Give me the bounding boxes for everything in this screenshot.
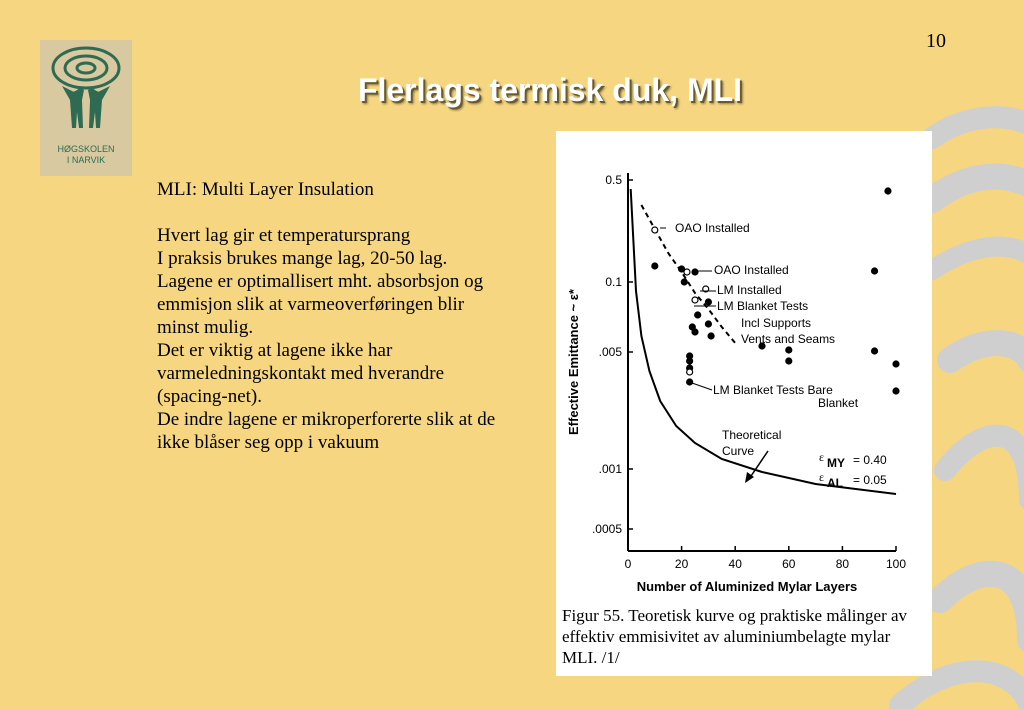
paragraph: Lagene er optimallisert mht. absorbsjon og emmisjon slik at varmeoverføringen blir minst mulig. (157, 271, 484, 338)
body-text (157, 178, 497, 454)
y-tick-label: .0005 (591, 522, 622, 536)
y-tick-label: .001 (598, 462, 622, 476)
annotation-label: OAO Installed (675, 221, 750, 235)
emissivity-symbol: ε (819, 450, 825, 464)
data-point (872, 268, 878, 274)
annotation-leader (692, 383, 712, 390)
annotation-label: Theoretical (722, 428, 782, 442)
annotation-label: Blanket (818, 396, 859, 410)
paragraph: Det er viktig at lagene ikke har varmeledningskontakt med hverandre (spacing-net). (157, 340, 445, 407)
x-tick-label: 80 (835, 557, 850, 571)
logo-text-line2: I NARVIK (66, 155, 106, 165)
data-point (681, 279, 687, 285)
emissivity-value: = 0.40 (853, 453, 887, 467)
emissivity-symbol: ε (819, 470, 825, 484)
x-axis-label: Number of Aluminized Mylar Layers (636, 579, 858, 594)
paragraph: MLI: Multi Layer Insulation (157, 179, 374, 200)
emittance-chart (556, 131, 932, 601)
data-point (684, 269, 690, 275)
data-point (872, 348, 878, 354)
annotation-label: LM Installed (717, 283, 782, 297)
data-point (692, 269, 698, 275)
data-point (893, 361, 899, 367)
data-point (687, 369, 693, 375)
x-tick-label: 40 (728, 557, 742, 571)
paragraph: Hvert lag gir et temperatursprang (157, 225, 411, 246)
paragraph-gap (157, 201, 497, 224)
x-tick-label: 100 (885, 557, 907, 571)
paragraph: De indre lagene er mikroperforerte slik at de ikke blåser seg opp i vakuum (157, 409, 496, 453)
y-tick-label: .005 (598, 345, 622, 359)
data-point (705, 321, 711, 327)
data-point (708, 333, 714, 339)
data-point (687, 358, 693, 364)
y-axis-label: Effective Emittance ~ ε* (566, 289, 581, 435)
data-point (705, 299, 711, 305)
emissivity-value: = 0.05 (853, 473, 887, 487)
x-tick-label: 0 (624, 557, 632, 571)
y-tick-label: 0.1 (605, 275, 622, 289)
x-tick-label: 20 (674, 557, 689, 571)
figure-panel (556, 131, 932, 676)
annotation-label: Vents and Seams (741, 332, 836, 346)
figure-caption: Figur 55. Teoretisk kurve og praktiske målinger av effektiv emmisivitet av aluminiumbelagte mylar MLI. /1/ (562, 606, 908, 667)
data-point (692, 329, 698, 335)
emissivity-subscript: AL (827, 476, 843, 490)
annotation-label: Curve (722, 444, 755, 458)
annotation-label: LM Blanket Tests (717, 299, 809, 313)
page-number: 10 (926, 30, 946, 52)
data-point (692, 297, 698, 303)
logo-text-line1: HØGSKOLEN (57, 144, 115, 154)
logo-emblem-icon (40, 40, 132, 140)
data-point (695, 312, 701, 318)
data-point (893, 388, 899, 394)
data-point (652, 263, 658, 269)
annotation-label: Incl Supports (741, 316, 812, 330)
annotation-label: OAO Installed (714, 263, 789, 277)
emissivity-subscript: MY (827, 456, 845, 470)
data-point (786, 358, 792, 364)
data-point (885, 188, 891, 194)
data-point (687, 379, 693, 385)
paragraph: I praksis brukes mange lag, 20-50 lag. (157, 248, 448, 269)
x-tick-label: 60 (782, 557, 796, 571)
data-point (786, 347, 792, 353)
school-logo (40, 40, 132, 176)
annotation-label: LM Blanket Tests Bare (713, 383, 833, 397)
y-tick-label: 0.5 (605, 173, 622, 187)
data-point (652, 227, 658, 233)
slide-title: Flerlags termisk duk, MLI (357, 72, 743, 108)
